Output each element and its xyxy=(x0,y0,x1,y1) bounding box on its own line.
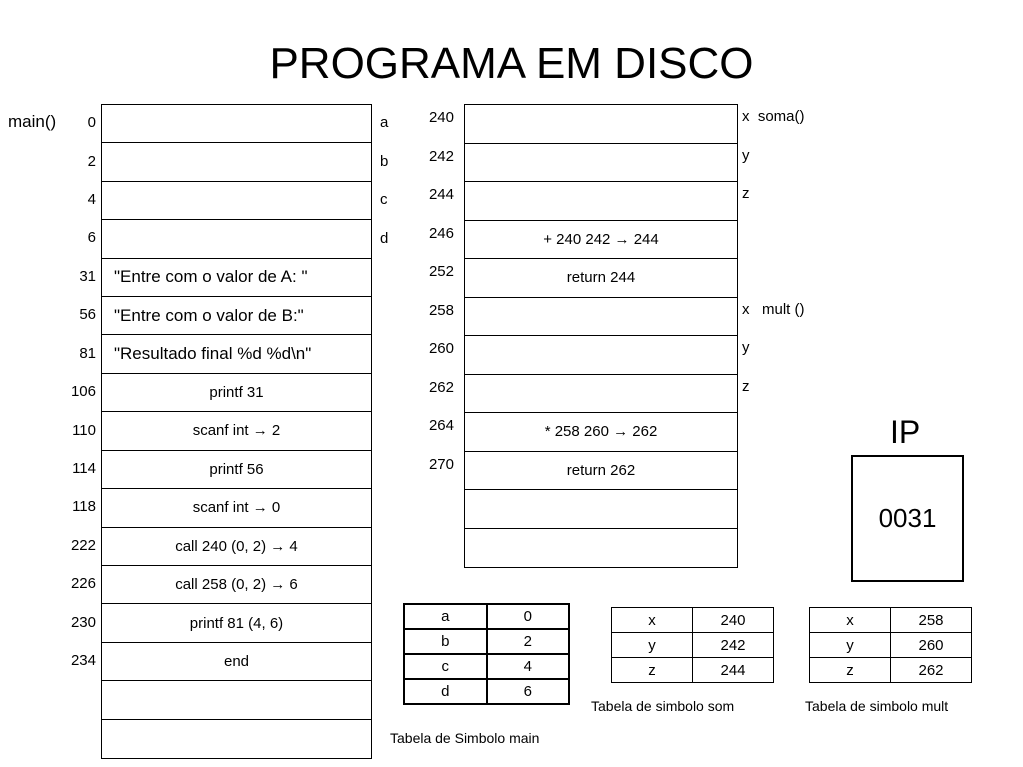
main-memory-address: 4 xyxy=(87,191,96,209)
symbol-table-mult xyxy=(809,607,972,683)
main-memory-address: 56 xyxy=(79,306,96,324)
function-memory-cell xyxy=(465,182,737,221)
function-memory-cell xyxy=(465,529,737,568)
main-memory-cell: scanf int → 2 xyxy=(102,412,371,450)
variable-name: d xyxy=(380,229,389,247)
function-memory-cell xyxy=(465,375,737,414)
main-memory-cell xyxy=(102,105,371,143)
symbol-address-cell: 260 xyxy=(891,633,972,658)
function-memory-address: 242 xyxy=(428,147,454,165)
main-memory-cell xyxy=(102,182,371,220)
ip-title: IP xyxy=(890,414,921,450)
symbol-table-som-caption: Tabela de simbolo som xyxy=(591,698,735,714)
main-memory-address: 226 xyxy=(70,575,96,593)
main-memory-block xyxy=(101,104,372,759)
symbol-name-cell: b xyxy=(404,629,487,654)
function-memory-address: 252 xyxy=(428,263,454,281)
symbol-address-cell: 6 xyxy=(487,679,570,704)
symbol-address-cell: 258 xyxy=(891,608,972,633)
main-memory-address: 0 xyxy=(87,114,96,132)
symbol-table-row xyxy=(404,629,569,654)
main-memory-cell: scanf int → 0 xyxy=(102,489,371,527)
symbol-address-cell: 2 xyxy=(487,629,570,654)
main-memory-address: 118 xyxy=(72,498,96,516)
symbol-address-cell: 242 xyxy=(693,633,774,658)
main-memory-address: 31 xyxy=(79,267,96,285)
symbol-address-cell: 0 xyxy=(487,604,570,629)
function-memory-cell xyxy=(465,105,737,144)
symbol-table-main-caption: Tabela de Simbolo main xyxy=(390,730,540,746)
function-memory-address: 258 xyxy=(428,301,454,319)
variable-name: a xyxy=(380,114,389,132)
main-memory-cell xyxy=(102,720,371,758)
function-variable-label: x mult () xyxy=(742,300,805,318)
symbol-address-cell: 262 xyxy=(891,658,972,683)
main-memory-address: 106 xyxy=(70,383,96,401)
main-memory-cell: call 258 (0, 2) → 6 xyxy=(102,566,371,604)
function-memory-cell: * 258 260 → 262 xyxy=(465,413,737,452)
function-memory-address: 240 xyxy=(428,109,454,127)
symbol-address-cell: 4 xyxy=(487,654,570,679)
function-memory-address: 270 xyxy=(428,455,454,473)
symbol-table-row xyxy=(612,633,774,658)
function-memory-addresses xyxy=(410,104,454,566)
variable-name: b xyxy=(380,152,389,170)
symbol-name-cell: c xyxy=(404,654,487,679)
symbol-name-cell: x xyxy=(612,608,693,633)
main-memory-address: 2 xyxy=(87,152,96,170)
variable-name: c xyxy=(380,191,388,209)
main-memory-address: 114 xyxy=(72,459,96,477)
main-memory-addresses xyxy=(52,104,96,757)
symbol-table-som xyxy=(611,607,774,683)
function-variable-label: x soma() xyxy=(742,108,805,125)
symbol-name-cell: z xyxy=(612,658,693,683)
function-memory-cell: + 240 242 → 244 xyxy=(465,221,737,260)
main-memory-address: 230 xyxy=(70,613,96,631)
function-memory-address: 262 xyxy=(428,378,454,396)
main-memory-cell: end xyxy=(102,643,371,681)
main-memory-address: 222 xyxy=(70,536,96,554)
symbol-table-main xyxy=(403,603,570,705)
main-memory-cell: printf 56 xyxy=(102,451,371,489)
symbol-table-row xyxy=(810,633,972,658)
main-memory-address: 110 xyxy=(72,421,96,439)
main-memory-cell: "Resultado final %d %d\n" xyxy=(102,335,371,373)
main-memory-cell: "Entre com o valor de B:" xyxy=(102,297,371,335)
symbol-name-cell: a xyxy=(404,604,487,629)
main-memory-cell: printf 31 xyxy=(102,374,371,412)
symbol-name-cell: z xyxy=(810,658,891,683)
function-memory-address: 264 xyxy=(428,417,454,435)
symbol-name-cell: x xyxy=(810,608,891,633)
symbol-table-row xyxy=(612,658,774,683)
function-memory-block xyxy=(464,104,738,568)
main-memory-cell: printf 81 (4, 6) xyxy=(102,604,371,642)
symbol-table-row xyxy=(612,608,774,633)
function-variable-label: y xyxy=(742,339,750,356)
symbol-table-row xyxy=(404,679,569,704)
function-memory-cell: return 244 xyxy=(465,259,737,298)
ip-value: 0031 xyxy=(878,503,937,533)
symbol-table-row xyxy=(810,658,972,683)
symbol-table-mult-caption: Tabela de simbolo mult xyxy=(805,698,949,714)
function-variable-label: z xyxy=(742,377,750,395)
ip-register xyxy=(851,455,964,582)
function-memory-cell xyxy=(465,144,737,183)
main-function-label: main() xyxy=(8,112,57,131)
symbol-name-cell: y xyxy=(810,633,891,658)
function-memory-cell xyxy=(465,490,737,529)
main-memory-cell xyxy=(102,220,371,258)
function-memory-address: 246 xyxy=(428,224,454,242)
main-memory-address: 81 xyxy=(79,344,96,362)
function-variable-label: z xyxy=(742,185,750,202)
function-variable-label: y xyxy=(742,146,750,164)
main-memory-address: 6 xyxy=(87,229,96,247)
function-memory-cell xyxy=(465,298,737,337)
symbol-table-row xyxy=(404,654,569,679)
variable-names xyxy=(380,104,400,566)
symbol-name-cell: y xyxy=(612,633,693,658)
function-memory-cell xyxy=(465,336,737,375)
symbol-name-cell: d xyxy=(404,679,487,704)
symbol-table-row xyxy=(810,608,972,633)
function-memory-address: 244 xyxy=(428,186,454,204)
main-memory-address: 234 xyxy=(70,651,96,669)
main-memory-cell: call 240 (0, 2) → 4 xyxy=(102,528,371,566)
symbol-address-cell: 240 xyxy=(693,608,774,633)
symbol-address-cell: 244 xyxy=(693,658,774,683)
page-title: PROGRAMA EM DISCO xyxy=(269,39,754,88)
main-memory-cell xyxy=(102,681,371,719)
main-memory-cell: "Entre com o valor de A: " xyxy=(102,259,371,297)
function-memory-cell: return 262 xyxy=(465,452,737,491)
main-memory-cell xyxy=(102,143,371,181)
function-memory-address: 260 xyxy=(428,340,454,358)
symbol-table-row xyxy=(404,604,569,629)
function-variable-labels xyxy=(742,104,862,566)
